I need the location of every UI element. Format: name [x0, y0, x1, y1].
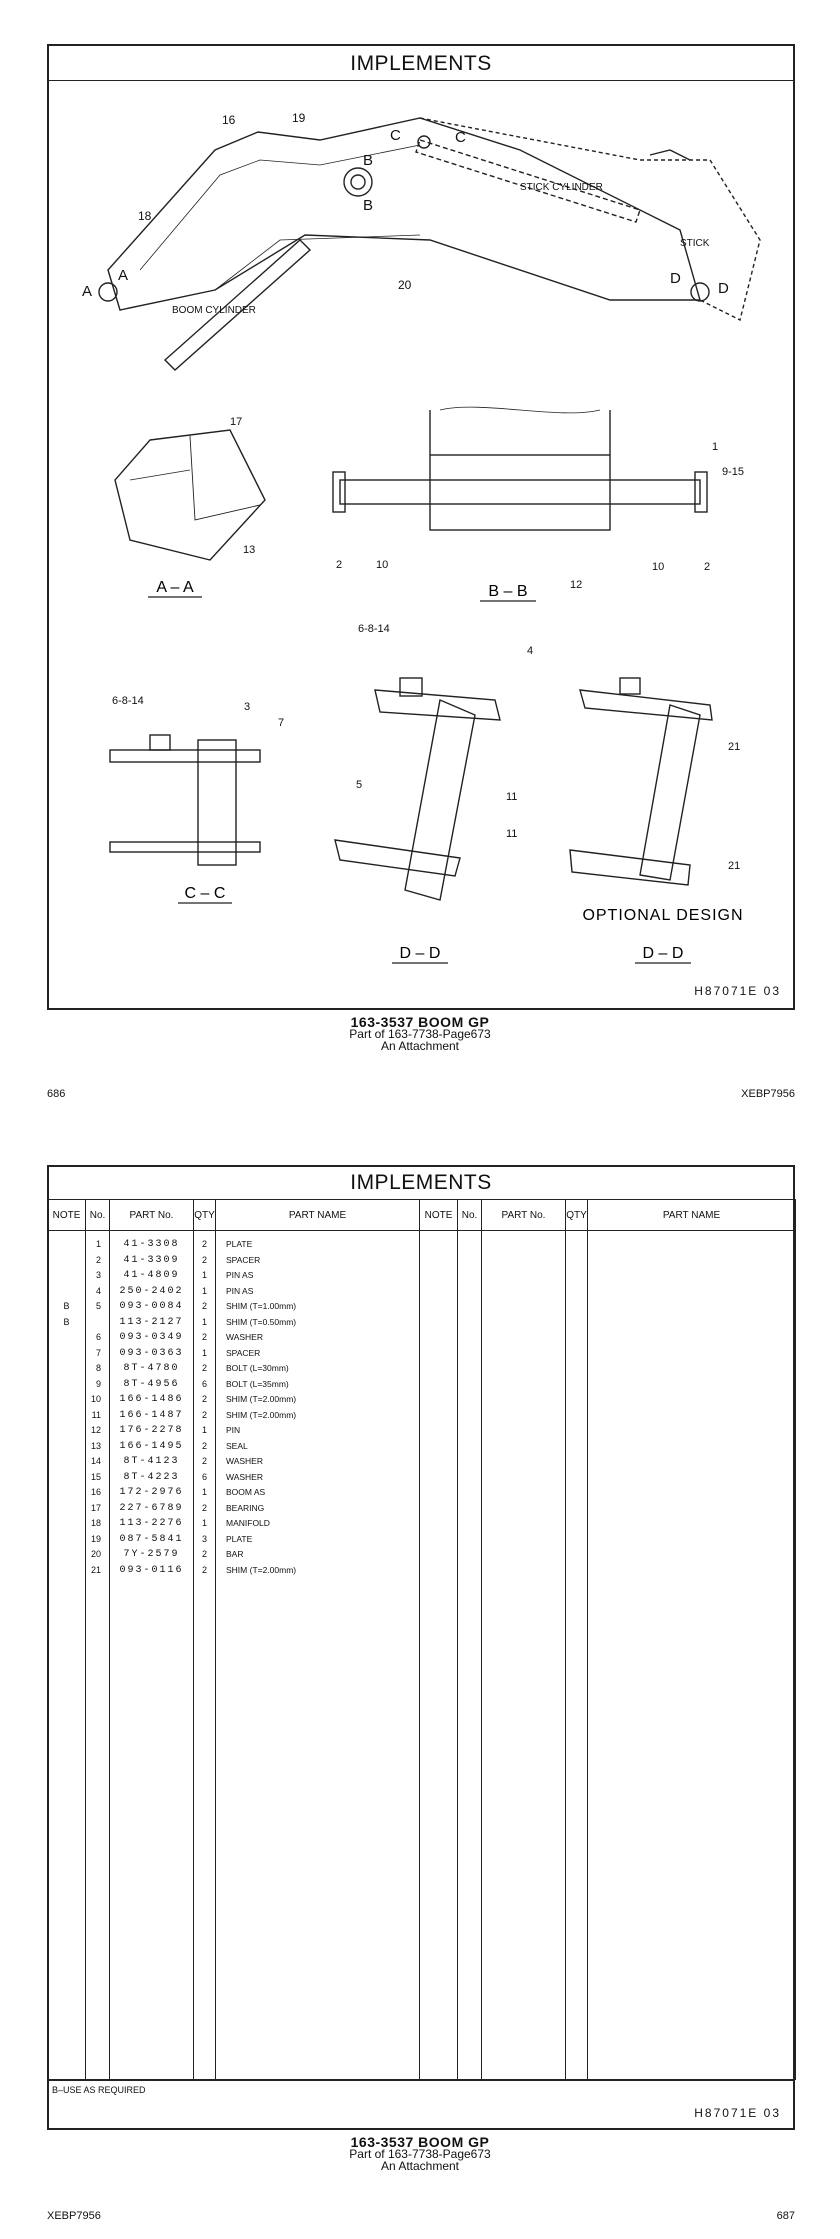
cell-qty: 1 [201, 1425, 207, 1435]
callout-20: 20 [398, 278, 412, 292]
cell-no: 14 [90, 1456, 101, 1466]
cell-qty: 1 [201, 1285, 207, 1296]
section-mark-d2: D [718, 280, 729, 297]
cell-note [48, 1563, 85, 1579]
header-part-no: PART No. [110, 1200, 194, 1231]
cell-name: PIN AS [226, 1285, 254, 1296]
figure-code: H87071E 03 [694, 984, 781, 998]
boom-illustration [0, 0, 840, 1010]
section-bb-label: B – B [488, 583, 528, 600]
parts-page-title: IMPLEMENTS [350, 1171, 492, 1194]
caption-page1 [0, 1016, 840, 1052]
cell-part-no: 113-2127 [119, 1316, 184, 1328]
cell-part-no: 093-0116 [119, 1564, 184, 1576]
footnote: B–USE AS REQUIRED [52, 2085, 146, 2095]
parts-table [47, 1199, 796, 2080]
cell-part-no: 172-2976 [119, 1487, 184, 1498]
cell-name: WASHER [226, 1332, 263, 1342]
cell-qty: 2 [201, 1456, 207, 1466]
cell-no: 12 [90, 1425, 101, 1435]
page-title: IMPLEMENTS [350, 52, 492, 75]
callout-3: 3 [244, 701, 251, 713]
cell-name: SHIM (T=2.00mm) [226, 1564, 297, 1575]
cell-part-no: 8T-4780 [123, 1363, 180, 1374]
label-stick: STICK [680, 238, 710, 249]
callout-4: 4 [527, 645, 534, 657]
column-part-no [110, 1231, 194, 2080]
cell-note [48, 1516, 85, 1532]
caption-title-2: 163-3537 BOOM GP [350, 2134, 490, 2150]
cell-name: WASHER [226, 1471, 263, 1482]
callout-12: 12 [570, 579, 583, 591]
cell-no: 5 [95, 1301, 101, 1311]
cell-name: PLATE [226, 1533, 253, 1544]
callout-7: 7 [278, 717, 285, 729]
cell-note [48, 1408, 85, 1424]
cell-part-no: 8T-4956 [123, 1378, 180, 1390]
column-no-2 [458, 1231, 482, 2080]
section-mark-a1: A [118, 267, 129, 284]
section-mark-b2: B [363, 197, 374, 214]
cell-name: WASHER [226, 1456, 263, 1466]
cell-name: BOLT (L=35mm) [226, 1378, 289, 1389]
callout-6-8-14-cc: 6-8-14 [112, 695, 144, 707]
cell-part-no: 093-0363 [119, 1347, 184, 1359]
cell-note [48, 1501, 85, 1517]
callout-9-15: 9-15 [722, 466, 745, 478]
cell-name: SPACER [226, 1254, 261, 1265]
callout-10-right: 10 [652, 561, 665, 573]
cell-no: 20 [90, 1549, 101, 1559]
callout-2-left: 2 [336, 559, 343, 571]
section-aa-label: A – A [156, 579, 194, 596]
cell-no: 17 [90, 1502, 101, 1513]
callout-21-a: 21 [728, 741, 741, 753]
section-mark-c1: C [390, 127, 401, 144]
column-note-2 [420, 1231, 458, 2080]
cell-part-no: 41-4809 [123, 1270, 180, 1281]
caption-attachment-2: An Attachment [380, 2159, 460, 2173]
section-bb-drawing [333, 407, 707, 530]
section-aa-drawing [115, 430, 265, 560]
cell-note [48, 1377, 85, 1393]
section-cc-label: C – C [184, 885, 226, 902]
caption-title: 163-3537 BOOM GP [350, 1014, 490, 1030]
cell-part-no: 41-3309 [123, 1254, 180, 1266]
cell-name: PIN AS [226, 1270, 254, 1280]
cell-name: SHIM (T=2.00mm) [226, 1394, 297, 1404]
column-part-name [216, 1231, 420, 2080]
cell-name: SHIM (T=0.50mm) [226, 1316, 297, 1327]
cell-name: SHIM (T=1.00mm) [226, 1301, 297, 1311]
cell-note [48, 1454, 85, 1470]
header-part-no-2: PART No. [482, 1200, 566, 1231]
cell-qty: 1 [201, 1316, 207, 1327]
column-note [48, 1231, 86, 2080]
page-number-right: 687 [776, 2210, 795, 2222]
callout-5: 5 [356, 779, 363, 791]
cell-note [48, 1346, 85, 1362]
caption-subtitle: Part of 163-7738-Page673 [349, 1027, 491, 1041]
cell-name: BOLT (L=30mm) [226, 1363, 289, 1373]
cell-name: PIN [226, 1425, 241, 1435]
cell-no: 21 [90, 1564, 101, 1575]
cell-qty: 2 [201, 1239, 207, 1249]
cell-note [48, 1361, 85, 1377]
cell-qty: 6 [201, 1471, 207, 1482]
cell-qty: 2 [201, 1254, 207, 1265]
optional-design-label: OPTIONAL DESIGN [582, 907, 744, 924]
label-stick-cylinder: STICK CYLINDER [520, 182, 603, 193]
cell-qty: 3 [201, 1533, 207, 1544]
table-body-row [48, 1231, 796, 2080]
cell-note [48, 1253, 85, 1269]
footnote-divider [47, 2080, 795, 2081]
header-part-name-2: PART NAME [588, 1200, 796, 1231]
cell-part-no: 227-6789 [119, 1502, 184, 1514]
cell-no: 11 [91, 1409, 101, 1420]
cell-qty: 1 [201, 1347, 207, 1358]
cell-no: 13 [90, 1440, 101, 1451]
stick-cylinder [416, 140, 640, 222]
header-part-name: PART NAME [216, 1200, 420, 1231]
cell-note [48, 1268, 85, 1284]
optional-design-drawing [570, 678, 712, 885]
section-dd-label: D – D [399, 945, 441, 962]
cell-part-no: 8T-4223 [123, 1471, 180, 1483]
callout-1: 1 [712, 441, 719, 453]
cell-no: 10 [90, 1394, 101, 1404]
cell-name: BOOM AS [226, 1487, 266, 1497]
cell-part-no: 166-1486 [119, 1394, 184, 1405]
cell-qty: 2 [201, 1564, 207, 1575]
callout-6-8-14-dd: 6-8-14 [358, 623, 390, 635]
column-no [86, 1231, 110, 2080]
section-mark-b1: B [363, 152, 374, 169]
header-no-2: No. [458, 1200, 482, 1231]
header-note-2: NOTE [420, 1200, 458, 1231]
cell-qty: 2 [201, 1440, 207, 1451]
caption-attachment: An Attachment [380, 1039, 460, 1053]
callout-19: 19 [292, 111, 306, 125]
cell-qty: 2 [201, 1549, 207, 1559]
column-qty [194, 1231, 216, 2080]
cell-qty: 2 [201, 1363, 207, 1373]
cell-qty: 6 [201, 1378, 207, 1389]
cell-part-no: 093-0349 [119, 1332, 184, 1343]
callout-16: 16 [222, 113, 236, 127]
section-dd-optional-label: D – D [642, 945, 684, 962]
cell-name: MANIFOLD [226, 1518, 270, 1528]
cell-no: 7 [95, 1347, 101, 1358]
cell-note [48, 1485, 85, 1501]
column-part-name-2 [588, 1231, 796, 2080]
cell-part-no: 176-2278 [119, 1425, 184, 1436]
cell-no: 16 [90, 1487, 101, 1497]
table-header-row [48, 1200, 796, 1231]
cell-no: 8 [95, 1363, 101, 1373]
cell-part-no: 166-1495 [119, 1440, 184, 1452]
cell-qty: 2 [201, 1394, 207, 1404]
header-qty: QTY [194, 1200, 216, 1231]
cell-no: 19 [90, 1533, 101, 1544]
cell-note: B [63, 1316, 70, 1327]
cell-no: 18 [90, 1518, 101, 1528]
cell-qty: 2 [201, 1301, 207, 1311]
callout-17: 17 [230, 416, 243, 428]
cell-note [48, 1470, 85, 1486]
column-qty-2 [566, 1231, 588, 2080]
cell-qty: 1 [201, 1518, 207, 1528]
callout-13: 13 [243, 544, 256, 556]
cell-no: 1 [95, 1239, 101, 1249]
cell-part-no: 250-2402 [119, 1285, 184, 1297]
section-mark-a2: A [82, 283, 93, 300]
callout-11-b: 11 [506, 828, 518, 840]
cell-note: B [63, 1301, 70, 1311]
caption-page2 [0, 2136, 840, 2172]
cell-qty: 2 [201, 1502, 207, 1513]
cell-note [48, 1547, 85, 1563]
section-mark-d1: D [670, 270, 681, 287]
cell-no: 3 [95, 1270, 101, 1280]
cell-note [48, 1237, 85, 1253]
cell-note [48, 1532, 85, 1548]
cell-part-no: 7Y-2579 [123, 1549, 180, 1560]
cell-part-no: 093-0084 [119, 1301, 184, 1312]
page-number-left: 686 [47, 1088, 66, 1100]
cell-part-no: 166-1487 [119, 1409, 184, 1421]
cell-note [48, 1330, 85, 1346]
section-cc-drawing [110, 735, 260, 865]
callout-18: 18 [138, 209, 152, 223]
parts-figure-code: H87071E 03 [694, 2106, 781, 2120]
cell-note [48, 1423, 85, 1439]
label-boom-cylinder: BOOM CYLINDER [172, 305, 256, 316]
callout-10-left: 10 [376, 559, 389, 571]
cell-qty: 2 [201, 1332, 207, 1342]
cell-note [48, 1439, 85, 1455]
callout-11-a: 11 [506, 791, 518, 803]
cell-part-no: 113-2276 [119, 1518, 184, 1529]
cell-name: SHIM (T=2.00mm) [226, 1409, 297, 1420]
header-qty-2: QTY [566, 1200, 588, 1231]
cell-name: BEARING [226, 1502, 265, 1513]
cell-no [86, 1315, 105, 1331]
document-code-left: XEBP7956 [47, 2210, 101, 2222]
cell-name: SEAL [226, 1440, 248, 1451]
cell-no: 2 [95, 1254, 101, 1265]
header-note: NOTE [48, 1200, 86, 1231]
cell-name: SPACER [226, 1347, 261, 1358]
cell-no: 6 [95, 1332, 101, 1342]
cell-note [48, 1392, 85, 1408]
callout-2-right: 2 [704, 561, 711, 573]
cell-qty: 1 [201, 1487, 207, 1497]
section-mark-c2: C [455, 129, 466, 146]
cell-part-no: 087-5841 [119, 1533, 184, 1545]
cell-qty: 1 [201, 1270, 207, 1280]
cell-no: 15 [90, 1471, 101, 1482]
header-no: No. [86, 1200, 110, 1231]
cell-name: PLATE [226, 1239, 253, 1249]
caption-subtitle-2: Part of 163-7738-Page673 [349, 2147, 491, 2161]
cell-no: 9 [95, 1378, 101, 1389]
cell-part-no: 8T-4123 [123, 1456, 180, 1467]
cell-qty: 2 [201, 1409, 207, 1420]
cell-name: BAR [226, 1549, 244, 1559]
column-part-no-2 [482, 1231, 566, 2080]
document-code-right: XEBP7956 [741, 1088, 795, 1100]
cell-no: 4 [95, 1285, 101, 1296]
cell-note [48, 1284, 85, 1300]
callout-21-b: 21 [728, 860, 741, 872]
cell-part-no: 41-3308 [123, 1239, 180, 1250]
